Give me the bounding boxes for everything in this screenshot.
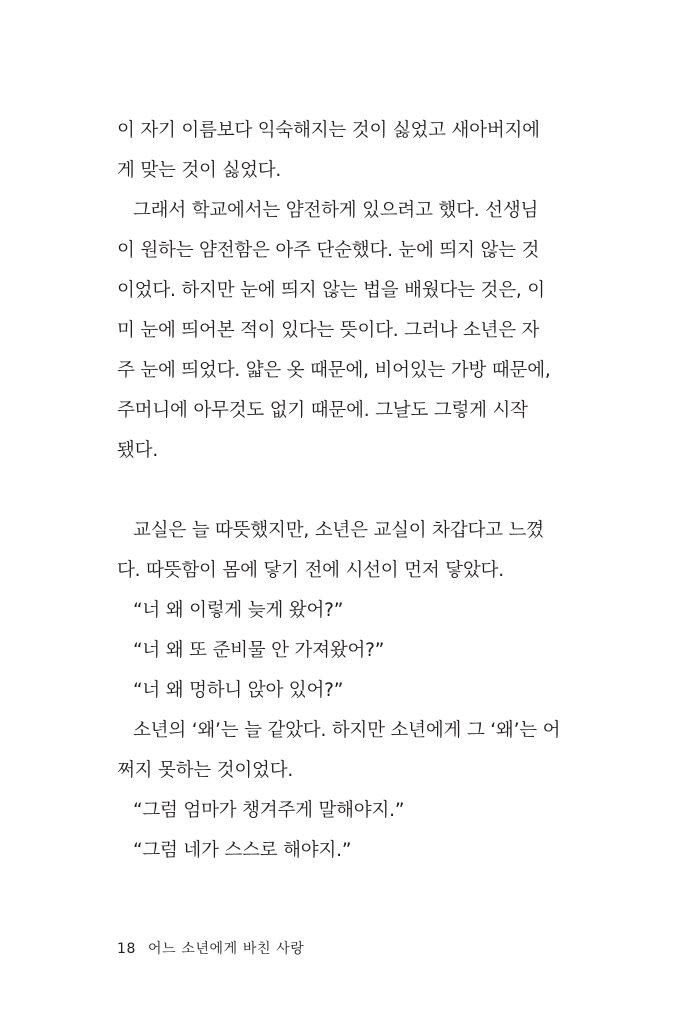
page-footer <box>117 939 304 959</box>
body-text-line: 다. 따뜻함이 몸에 닿기 전에 시선이 먼저 닿았다. <box>117 560 504 581</box>
body-text-line: 쩌지 못하는 것이었다. <box>117 760 294 781</box>
dialogue-line: “너 왜 또 준비물 안 가져왔어?” <box>133 640 385 661</box>
body-text-line: 그래서 학교에서는 얌전하게 있으려고 했다. 선생님 <box>133 200 539 221</box>
body-text-line: 게 맞는 것이 싫었다. <box>117 160 282 181</box>
body-text-line: 이었다. 하지만 눈에 띄지 않는 법을 배웠다는 것은, 이 <box>117 280 545 301</box>
dialogue-line: “그럼 엄마가 챙겨주게 말해야지.” <box>133 800 405 821</box>
body-text-line: 교실은 늘 따뜻했지만, 소년은 교실이 차갑다고 느꼈 <box>133 520 544 541</box>
running-book-title: 어느 소년에게 바친 사랑 <box>148 941 305 957</box>
body-text-line: 주머니에 아무것도 없기 때문에. 그날도 그렇게 시작 <box>117 400 528 421</box>
body-text-line: 소년의 ‘왜’는 늘 같았다. 하지만 소년에게 그 ‘왜’는 어 <box>133 720 561 741</box>
dialogue-line: “그럼 네가 스스로 해야지.” <box>133 840 352 861</box>
body-text-line: 됐다. <box>117 440 159 461</box>
body-text-line: 주 눈에 띄었다. 얇은 옷 때문에, 비어있는 가방 때문에, <box>117 360 551 381</box>
body-text-line: 이 원하는 얌전함은 아주 단순했다. 눈에 띄지 않는 것 <box>117 240 540 261</box>
page-number: 18 <box>117 941 137 957</box>
dialogue-line: “너 왜 멍하니 앉아 있어?” <box>133 680 344 701</box>
body-text-line: 미 눈에 띄어본 적이 있다는 뜻이다. 그러나 소년은 자 <box>117 320 540 341</box>
dialogue-line: “너 왜 이렇게 늦게 왔어?” <box>133 600 344 621</box>
body-text-line: 이 자기 이름보다 익숙해지는 것이 싫었고 새아버지에 <box>117 120 540 141</box>
